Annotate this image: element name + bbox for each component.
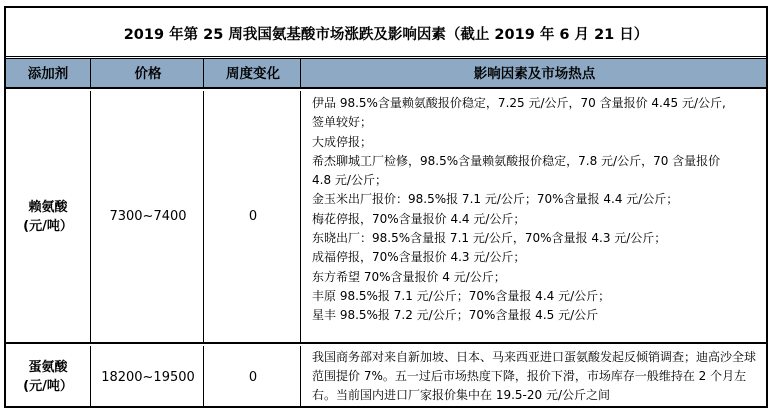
factor-line: 金玉米出厂报价：98.5%报 7.1 元/公斤；70%含量报 4.4 元/公斤； (312, 192, 679, 207)
factor-line: 伊品 98.5%含量赖氨酸报价稳定，7.25 元/公斤，70 含量报价 4.45 元/公斤, (312, 96, 726, 110)
header-price: 价格 (93, 59, 204, 87)
table-header-row (6, 58, 766, 89)
factor-line: 星丰 98.5%报 7.2 元/公斤；70%含量报 4.5 元/公斤 (312, 308, 599, 323)
factor-line: 大成停报； (312, 134, 373, 149)
additive-unit: (元/吨） (23, 218, 73, 234)
factor-line: 梅花停报，70%含量报价 4.4 元/公斤； (312, 211, 526, 226)
table-title-row (6, 8, 766, 57)
price-cell: 18200~19500 (93, 346, 204, 408)
factor-line: 4.8 元/公斤； (312, 173, 387, 188)
additive-name-cell (6, 91, 91, 342)
factor-line: 签单较好； (312, 115, 373, 130)
factor-line: 东晓出厂：98.5%含量报 7.1 元/公斤，70%含量报 4.3 元/公斤； (312, 231, 667, 246)
additive-name-cell (6, 346, 91, 408)
amino-acid-market-table (4, 6, 768, 408)
factor-line: 希杰聊城工厂检修，98.5%含量赖氨酸报价稳定，7.8 元/公斤，70 含量报价 (312, 153, 721, 168)
additive-name: 赖氨酸 (28, 199, 68, 215)
factor-line: 东方希望 70%含量报价 4 元/公斤； (312, 269, 506, 284)
additive-unit: (元/吨） (23, 379, 73, 394)
table-row-methionine (6, 346, 766, 408)
header-additive: 添加剂 (6, 59, 91, 87)
factors-cell (303, 91, 766, 342)
table-title: 2019 年第 25 周我国氨基酸市场涨跌及影响因素（截止 2019 年 6 月 21 日） (123, 27, 649, 43)
weekly-change-cell: 0 (206, 91, 301, 342)
factor-line: 丰原 98.5%报 7.1 元/公斤；70%含量报 4.4 元/公斤； (312, 288, 611, 303)
table-row-lysine (6, 91, 766, 344)
factors-cell: 我国商务部对来自新加坡、日本、马来西亚进口蛋氨酸发起反倾销调查；迪高沙全球范围提价 7%。五一过后市场热度下降，报价下滑，市场库存一般维持在 2 个月左右。当前国内进口厂家报价集中在 19.5-20 元/公斤之间 (312, 350, 757, 402)
factor-line: 成福停报，70%含量报价 4.3 元/公斤； (312, 250, 526, 265)
header-factors: 影响因素及市场热点 (473, 66, 596, 82)
weekly-change-cell: 0 (206, 346, 301, 408)
additive-name: 蛋氨酸 (28, 360, 68, 375)
price-cell: 7300~7400 (93, 91, 204, 342)
header-weekly-change: 周度变化 (206, 59, 301, 87)
